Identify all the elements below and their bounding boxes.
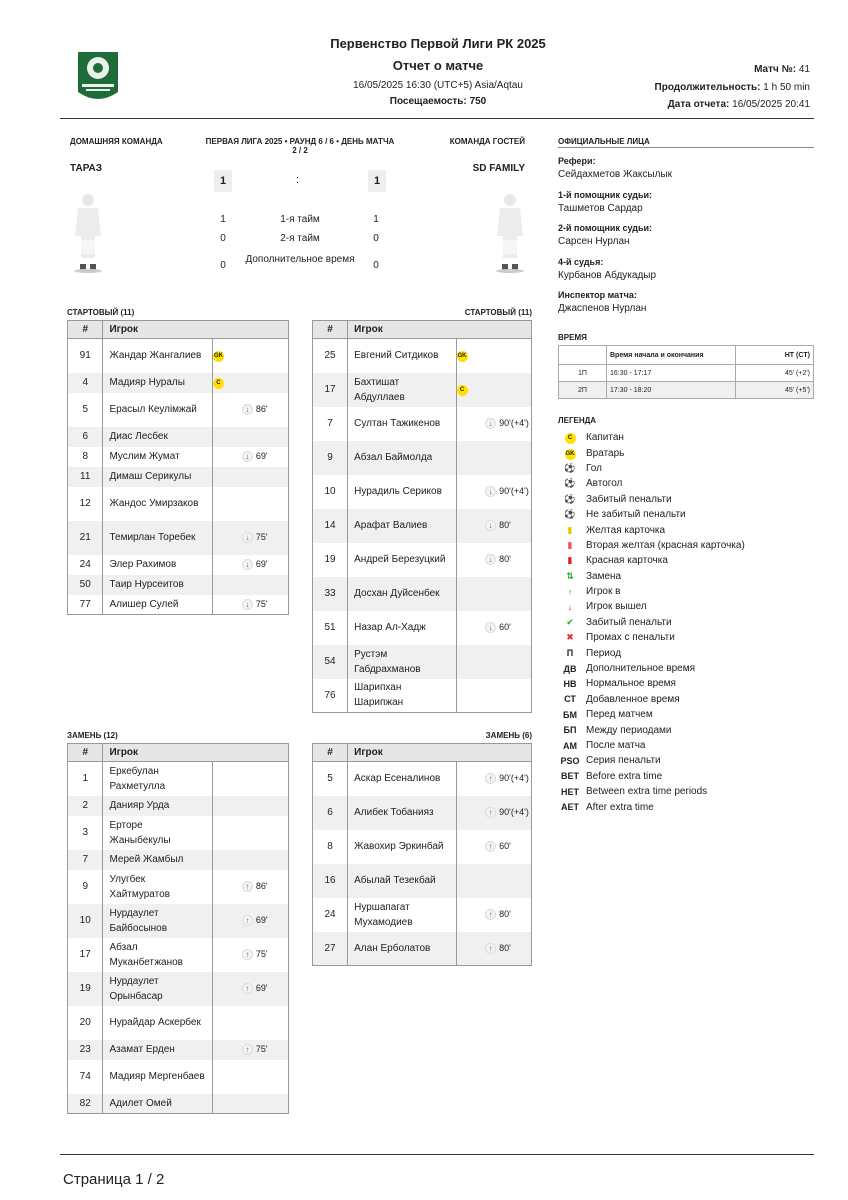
abbr-14: П bbox=[566, 648, 574, 659]
period-et-home: 0 bbox=[220, 260, 226, 271]
legend-text: После матча bbox=[586, 740, 646, 751]
abbr-20: АМ bbox=[563, 740, 577, 751]
report-title: Отчет о матче bbox=[392, 58, 484, 73]
sub-minute: 90'(+4') bbox=[499, 806, 529, 817]
player-in-icon: ↑ bbox=[242, 1044, 253, 1055]
player-number: 6 bbox=[68, 427, 103, 447]
sub-minute: 80' bbox=[499, 519, 511, 530]
player-name: Нуршапагат Мухамодиев bbox=[348, 898, 456, 932]
second-yellow-icon: ▮ bbox=[567, 539, 573, 550]
sub-minute: 80' bbox=[499, 908, 511, 919]
player-name: Мадияр Нуралы bbox=[103, 373, 212, 393]
player-number: 24 bbox=[68, 555, 103, 575]
legend-item bbox=[558, 507, 814, 522]
player-number: 10 bbox=[68, 904, 103, 938]
period-1-away: 1 bbox=[373, 214, 379, 225]
player-name: Алан Ерболатов bbox=[348, 932, 456, 966]
player-row bbox=[68, 850, 289, 870]
sub-minute: 90'(+4') bbox=[499, 485, 529, 496]
sub-minute: 80' bbox=[499, 553, 511, 564]
home-subs-table bbox=[67, 743, 289, 1114]
legend-item bbox=[558, 645, 814, 660]
player-number: 9 bbox=[313, 441, 348, 475]
player-out-icon: ↓ bbox=[242, 599, 253, 610]
player-row bbox=[68, 487, 289, 521]
home-team-name: ТАРАЗ bbox=[70, 163, 102, 174]
officials-list bbox=[558, 156, 814, 324]
player-row bbox=[313, 441, 532, 475]
player-number: 27 bbox=[313, 932, 348, 966]
player-out-icon: ↓ bbox=[242, 451, 253, 462]
goal-icon: ⚽ bbox=[564, 462, 576, 473]
goalkeeper-icon: GK bbox=[565, 449, 576, 460]
col-player-header: Игрок bbox=[103, 321, 289, 339]
player-number: 12 bbox=[68, 487, 103, 521]
player-name: Димаш Серикулы bbox=[103, 467, 212, 487]
col-player-header: Игрок bbox=[348, 321, 532, 339]
player-in-icon: ↑ bbox=[485, 841, 496, 852]
player-number: 8 bbox=[313, 830, 348, 864]
player-in-icon: ↑ bbox=[485, 807, 496, 818]
player-name: Данияр Урда bbox=[103, 796, 212, 816]
player-name: Нурадиль Сериков bbox=[348, 475, 456, 509]
player-name: Таир Нурсеитов bbox=[103, 575, 212, 595]
timing-title: ВРЕМЯ bbox=[558, 333, 587, 342]
period-2-away: 0 bbox=[373, 233, 379, 244]
player-name: Адилет Омей bbox=[103, 1094, 212, 1114]
player-number: 19 bbox=[68, 972, 103, 1006]
player-row bbox=[313, 339, 532, 373]
attendance: Посещаемость: 750 bbox=[389, 96, 487, 107]
player-out-icon: ↓ bbox=[567, 601, 573, 612]
player-name: Муслим Жумат bbox=[103, 447, 212, 467]
player-out-icon: ↓ bbox=[485, 486, 496, 497]
abbr-24: AET bbox=[561, 802, 579, 813]
sub-minute: 75' bbox=[255, 531, 268, 542]
footer-divider bbox=[60, 1154, 814, 1155]
timing-table: Время начала и окончания HT (CT) 1П 16:30 - 17:17 45' (+2') 2П 17:30 - 18:20 45' (+5') bbox=[558, 345, 814, 399]
player-name: Улугбек Хайтмуратов bbox=[103, 870, 212, 904]
legend-item bbox=[558, 799, 814, 814]
away-team-name: SD FAMILY bbox=[472, 163, 525, 174]
legend-text: Перед матчем bbox=[586, 709, 653, 721]
legend-item bbox=[558, 569, 814, 584]
sub-minute: 86' bbox=[255, 880, 268, 891]
player-number: 5 bbox=[68, 393, 103, 427]
player-number: 5 bbox=[313, 762, 348, 796]
player-number: 2 bbox=[68, 796, 103, 816]
timing-row: 2П 17:30 - 18:20 45' (+5') bbox=[559, 382, 814, 399]
score-separator: : bbox=[296, 174, 300, 186]
legend-text: Капитан bbox=[586, 432, 624, 444]
legend-text: Забитый пенальти bbox=[586, 616, 672, 628]
officials-title: ОФИЦИАЛЬНЫЕ ЛИЦА bbox=[558, 137, 650, 146]
player-name: Мадияр Мергенбаев bbox=[103, 1060, 212, 1094]
player-number: 50 bbox=[68, 575, 103, 595]
legend-text: Промах с пенальти bbox=[586, 632, 675, 644]
player-in-icon: ↑ bbox=[242, 983, 253, 994]
check-icon: ✔ bbox=[566, 616, 574, 627]
player-row bbox=[68, 1094, 289, 1114]
legend-item bbox=[558, 584, 814, 599]
officials-rule bbox=[558, 147, 814, 148]
player-in-icon: ↑ bbox=[567, 586, 573, 597]
player-number: 17 bbox=[68, 938, 103, 972]
player-name: Алибек Тобанияз bbox=[348, 796, 456, 830]
match-datetime: 16/05/2025 16:30 (UTC+5) Asia/Aqtau bbox=[353, 80, 523, 91]
league-title: Первенство Первой Лиги РК 2025 bbox=[330, 36, 546, 51]
home-start-table bbox=[67, 320, 289, 615]
player-number: 19 bbox=[313, 543, 348, 577]
player-name: Алишер Сулей bbox=[103, 595, 212, 615]
official-assistant-2: 2-й помощник судьи: Сарсен Нурлан bbox=[558, 223, 653, 247]
player-name: Досхан Дуйсенбек bbox=[348, 577, 456, 611]
sub-minute: 69' bbox=[255, 914, 268, 925]
substitution-icon: ⇅ bbox=[566, 570, 574, 581]
legend-text: Не забитый пенальти bbox=[586, 509, 686, 521]
player-number: 76 bbox=[313, 679, 348, 713]
period-et-away: 0 bbox=[373, 260, 379, 271]
legend-item bbox=[558, 722, 814, 737]
sub-minute: 75' bbox=[255, 948, 268, 959]
captain-icon: C bbox=[213, 378, 224, 389]
header-divider bbox=[60, 118, 814, 119]
player-row bbox=[68, 595, 289, 615]
away-caption: КОМАНДА ГОСТЕЙ bbox=[449, 137, 525, 146]
away-score: 1 bbox=[368, 170, 386, 192]
player-out-icon: ↓ bbox=[485, 554, 496, 565]
away-start-table bbox=[312, 320, 532, 713]
sub-minute: 75' bbox=[255, 1043, 268, 1054]
penalty-missed-icon: ⚽ bbox=[564, 509, 576, 520]
home-score: 1 bbox=[214, 170, 232, 192]
col-num-header: # bbox=[68, 321, 103, 339]
legend-item bbox=[558, 738, 814, 753]
player-number: 33 bbox=[313, 577, 348, 611]
player-number: 25 bbox=[313, 339, 348, 373]
player-name: Диас Лесбек bbox=[103, 427, 212, 447]
abbr-21: PSO bbox=[560, 755, 580, 766]
player-number: 9 bbox=[68, 870, 103, 904]
legend-text: Замена bbox=[586, 570, 622, 582]
player-name: Еркебулан Рахметулла bbox=[103, 762, 212, 796]
player-name: Жандос Умирзаков bbox=[103, 487, 212, 521]
player-number: 20 bbox=[68, 1006, 103, 1040]
legend-item bbox=[558, 630, 814, 645]
player-name: Мерей Жамбыл bbox=[103, 850, 212, 870]
legend-text: Игрок в bbox=[586, 586, 621, 598]
player-row bbox=[313, 762, 532, 796]
player-row bbox=[68, 555, 289, 575]
player-name: Султан Тажикенов bbox=[348, 407, 456, 441]
legend-text: Игрок вышел bbox=[586, 601, 647, 613]
player-row bbox=[68, 467, 289, 487]
player-name: Шарипхан Шарипжан bbox=[348, 679, 456, 713]
legend-title: ЛЕГЕНДА bbox=[558, 416, 597, 425]
legend-item bbox=[558, 522, 814, 537]
player-row bbox=[68, 339, 289, 373]
player-number: 21 bbox=[68, 521, 103, 555]
own-goal-icon: ⚽ bbox=[564, 478, 576, 489]
legend-item bbox=[558, 615, 814, 630]
player-row bbox=[313, 475, 532, 509]
player-row bbox=[68, 972, 289, 1006]
player-number: 24 bbox=[313, 898, 348, 932]
away-kit-icon bbox=[492, 192, 528, 277]
col-num-header: # bbox=[68, 744, 103, 762]
player-name: Нурдаулет Орынбасар bbox=[103, 972, 212, 1006]
player-in-icon: ↑ bbox=[242, 881, 253, 892]
legend-item bbox=[558, 492, 814, 507]
captain-icon: C bbox=[565, 433, 576, 444]
report-date: Дата отчета: 16/05/2025 20:41 bbox=[667, 99, 810, 110]
player-number: 3 bbox=[68, 816, 103, 850]
sub-minute: 69' bbox=[255, 450, 268, 461]
player-name: Нурайдар Аскербек bbox=[103, 1006, 212, 1040]
player-out-icon: ↓ bbox=[242, 559, 253, 570]
player-number: 11 bbox=[68, 467, 103, 487]
official-assistant-1: 1-й помощник судьи: Ташметов Сардар bbox=[558, 189, 653, 214]
player-row bbox=[313, 898, 532, 932]
player-name: Ерасыл Кеулімжай bbox=[103, 393, 212, 427]
sub-minute: 86' bbox=[255, 403, 268, 414]
legend-list bbox=[558, 430, 814, 815]
player-row bbox=[68, 1060, 289, 1094]
player-row bbox=[68, 1006, 289, 1040]
player-number: 54 bbox=[313, 645, 348, 679]
legend-item bbox=[558, 784, 814, 799]
abbr-15: ДВ bbox=[563, 663, 577, 674]
legend-text: Нормальное время bbox=[586, 678, 676, 690]
col-num-header: # bbox=[313, 321, 348, 339]
legend-item bbox=[558, 461, 814, 476]
player-name: Азамат Ерден bbox=[103, 1040, 212, 1060]
legend-text: Желтая карточка bbox=[586, 524, 666, 536]
player-number: 6 bbox=[313, 796, 348, 830]
away-start-title: СТАРТОВЫЙ (11) bbox=[464, 308, 532, 317]
player-number: 16 bbox=[313, 864, 348, 898]
legend-text: Вратарь bbox=[586, 447, 625, 459]
legend-text: After extra time bbox=[586, 801, 654, 813]
official-fourth: 4-й судья: Курбанов Абдукадыр bbox=[558, 256, 657, 281]
player-name: Абылай Тезекбай bbox=[348, 864, 456, 898]
legend-item bbox=[558, 753, 814, 768]
abbr-16: НВ bbox=[563, 678, 577, 689]
player-row bbox=[313, 864, 532, 898]
player-name: Темирлан Торебек bbox=[103, 521, 212, 555]
player-in-icon: ↑ bbox=[242, 949, 253, 960]
legend-text: Гол bbox=[586, 462, 602, 474]
player-in-icon: ↑ bbox=[485, 909, 496, 920]
col-num-header: # bbox=[313, 744, 348, 762]
period-1-home: 1 bbox=[220, 214, 226, 225]
period-2-home: 0 bbox=[220, 233, 226, 244]
player-row bbox=[313, 679, 532, 713]
player-name: Бахтишат Абдуллаев bbox=[348, 373, 456, 407]
player-out-icon: ↓ bbox=[485, 520, 496, 531]
col-player-header: Игрок bbox=[348, 744, 532, 762]
player-row bbox=[68, 870, 289, 904]
official-inspector: Инспектор матча: Джаспенов Нурлан bbox=[558, 290, 647, 314]
period-2-label: 2-я тайм bbox=[280, 233, 320, 244]
player-number: 8 bbox=[68, 447, 103, 467]
period-et-label: Дополнительное время bbox=[245, 254, 355, 265]
player-number: 82 bbox=[68, 1094, 103, 1114]
legend-item bbox=[558, 676, 814, 691]
player-number: 51 bbox=[313, 611, 348, 645]
home-kit-icon bbox=[70, 192, 106, 277]
player-row bbox=[68, 938, 289, 972]
abbr-23: HET bbox=[561, 786, 579, 797]
player-out-icon: ↓ bbox=[242, 532, 253, 543]
player-name: Элер Рахимов bbox=[103, 555, 212, 575]
player-row bbox=[68, 447, 289, 467]
player-row bbox=[68, 904, 289, 938]
legend-item bbox=[558, 553, 814, 568]
goalkeeper-icon: GK bbox=[457, 351, 468, 362]
cross-icon: ✖ bbox=[566, 632, 574, 643]
sub-minute: 80' bbox=[499, 942, 511, 953]
player-row bbox=[313, 577, 532, 611]
match-duration: Продолжительность: 1 h 50 min bbox=[654, 82, 810, 93]
legend-text: Вторая желтая (красная карточка) bbox=[586, 539, 745, 551]
player-number: 23 bbox=[68, 1040, 103, 1060]
player-row bbox=[313, 543, 532, 577]
player-name: Андрей Березуцкий bbox=[348, 543, 456, 577]
red-card-icon: ▮ bbox=[567, 555, 573, 566]
page-number: Страница 1 / 2 bbox=[63, 1171, 165, 1188]
player-in-icon: ↑ bbox=[485, 943, 496, 954]
player-number: 1 bbox=[68, 762, 103, 796]
player-row bbox=[68, 1040, 289, 1060]
legend-text: Период bbox=[586, 647, 622, 659]
official-referee: Рефери: Сейдахметов Жаксылык bbox=[558, 156, 672, 180]
player-row bbox=[68, 762, 289, 796]
player-row bbox=[313, 407, 532, 441]
away-subs-title: ЗАМЕНЬ (6) bbox=[485, 731, 532, 740]
abbr-17: СТ bbox=[564, 694, 576, 705]
legend-item bbox=[558, 692, 814, 707]
legend-item bbox=[558, 445, 814, 460]
player-number: 10 bbox=[313, 475, 348, 509]
legend-text: Забитый пенальти bbox=[586, 493, 672, 505]
legend-item bbox=[558, 661, 814, 676]
sub-minute: 90'(+4') bbox=[499, 417, 529, 428]
player-name: Рустэм Габдрахманов bbox=[348, 645, 456, 679]
sub-minute: 75' bbox=[255, 598, 268, 609]
legend-text: Дополнительное время bbox=[586, 663, 696, 675]
player-row bbox=[68, 816, 289, 850]
player-row bbox=[313, 932, 532, 966]
player-row bbox=[313, 509, 532, 543]
timing-row: 1П 16:30 - 17:17 45' (+2') bbox=[559, 365, 814, 382]
player-name: Абзал Баймолда bbox=[348, 441, 456, 475]
player-row bbox=[68, 796, 289, 816]
player-out-icon: ↓ bbox=[485, 622, 496, 633]
legend-item bbox=[558, 769, 814, 784]
player-row bbox=[68, 521, 289, 555]
legend-text: Автогол bbox=[586, 478, 623, 490]
player-number: 4 bbox=[68, 373, 103, 393]
legend-item bbox=[558, 707, 814, 722]
player-name: Нурдаулет Байбосынов bbox=[103, 904, 212, 938]
sub-minute: 60' bbox=[499, 840, 511, 851]
sub-minute: 69' bbox=[255, 982, 268, 993]
player-row bbox=[313, 373, 532, 407]
home-subs-title: ЗАМЕНЬ (12) bbox=[67, 731, 118, 740]
yellow-card-icon: ▮ bbox=[567, 524, 573, 535]
player-number: 77 bbox=[68, 595, 103, 615]
goalkeeper-icon: GK bbox=[213, 351, 224, 362]
home-start-title: СТАРТОВЫЙ (11) bbox=[67, 308, 135, 317]
player-number: 74 bbox=[68, 1060, 103, 1094]
player-name: Ерторе Жаныбекулы bbox=[103, 816, 212, 850]
player-number: 17 bbox=[313, 373, 348, 407]
player-name: Абзал Муканбетжанов bbox=[103, 938, 212, 972]
player-row bbox=[313, 645, 532, 679]
player-number: 7 bbox=[68, 850, 103, 870]
player-number: 7 bbox=[313, 407, 348, 441]
player-row bbox=[68, 393, 289, 427]
home-caption: ДОМАШНЯЯ КОМАНДА bbox=[70, 137, 163, 146]
player-row bbox=[313, 796, 532, 830]
player-out-icon: ↓ bbox=[485, 418, 496, 429]
player-number: 91 bbox=[68, 339, 103, 373]
player-in-icon: ↑ bbox=[485, 773, 496, 784]
away-subs-table bbox=[312, 743, 532, 966]
player-number: 14 bbox=[313, 509, 348, 543]
sub-minute: 60' bbox=[499, 621, 511, 632]
penalty-scored-icon: ⚽ bbox=[564, 493, 576, 504]
legend-text: Добавленное время bbox=[586, 693, 680, 705]
abbr-19: БП bbox=[563, 725, 577, 736]
round-info: ПЕРВАЯ ЛИГА 2025 • РАУНД 6 / 6 • ДЕНЬ МАТЧА 2 / 2 bbox=[205, 137, 395, 155]
player-in-icon: ↑ bbox=[242, 915, 253, 926]
player-row bbox=[313, 611, 532, 645]
player-out-icon: ↓ bbox=[242, 404, 253, 415]
player-row bbox=[313, 830, 532, 864]
player-name: Жавохир Эркинбай bbox=[348, 830, 456, 864]
abbr-18: БМ bbox=[563, 709, 577, 720]
sub-minute: 90'(+4') bbox=[499, 773, 529, 784]
period-1-label: 1-я тайм bbox=[280, 214, 320, 225]
match-number: Матч №: 41 bbox=[754, 64, 810, 75]
legend-item bbox=[558, 599, 814, 614]
col-player-header: Игрок bbox=[103, 744, 289, 762]
player-row bbox=[68, 373, 289, 393]
player-name: Жандар Жангалиев bbox=[103, 339, 212, 373]
legend-text: Между периодами bbox=[586, 724, 672, 736]
sub-minute: 69' bbox=[255, 558, 268, 569]
captain-icon: C bbox=[457, 385, 468, 396]
legend-text: Before extra time bbox=[586, 770, 663, 782]
legend-item bbox=[558, 538, 814, 553]
player-name: Назар Ал-Хадж bbox=[348, 611, 456, 645]
legend-item bbox=[558, 430, 814, 445]
player-name: Аскар Есеналинов bbox=[348, 762, 456, 796]
player-name: Евгений Ситдиков bbox=[348, 339, 456, 373]
legend-item bbox=[558, 476, 814, 491]
player-row bbox=[68, 575, 289, 595]
abbr-22: BET bbox=[561, 771, 579, 782]
player-name: Арафат Валиев bbox=[348, 509, 456, 543]
legend-text: Серия пенальти bbox=[586, 755, 661, 767]
player-row bbox=[68, 427, 289, 447]
legend-text: Between extra time periods bbox=[586, 786, 708, 798]
legend-text: Красная карточка bbox=[586, 555, 668, 567]
